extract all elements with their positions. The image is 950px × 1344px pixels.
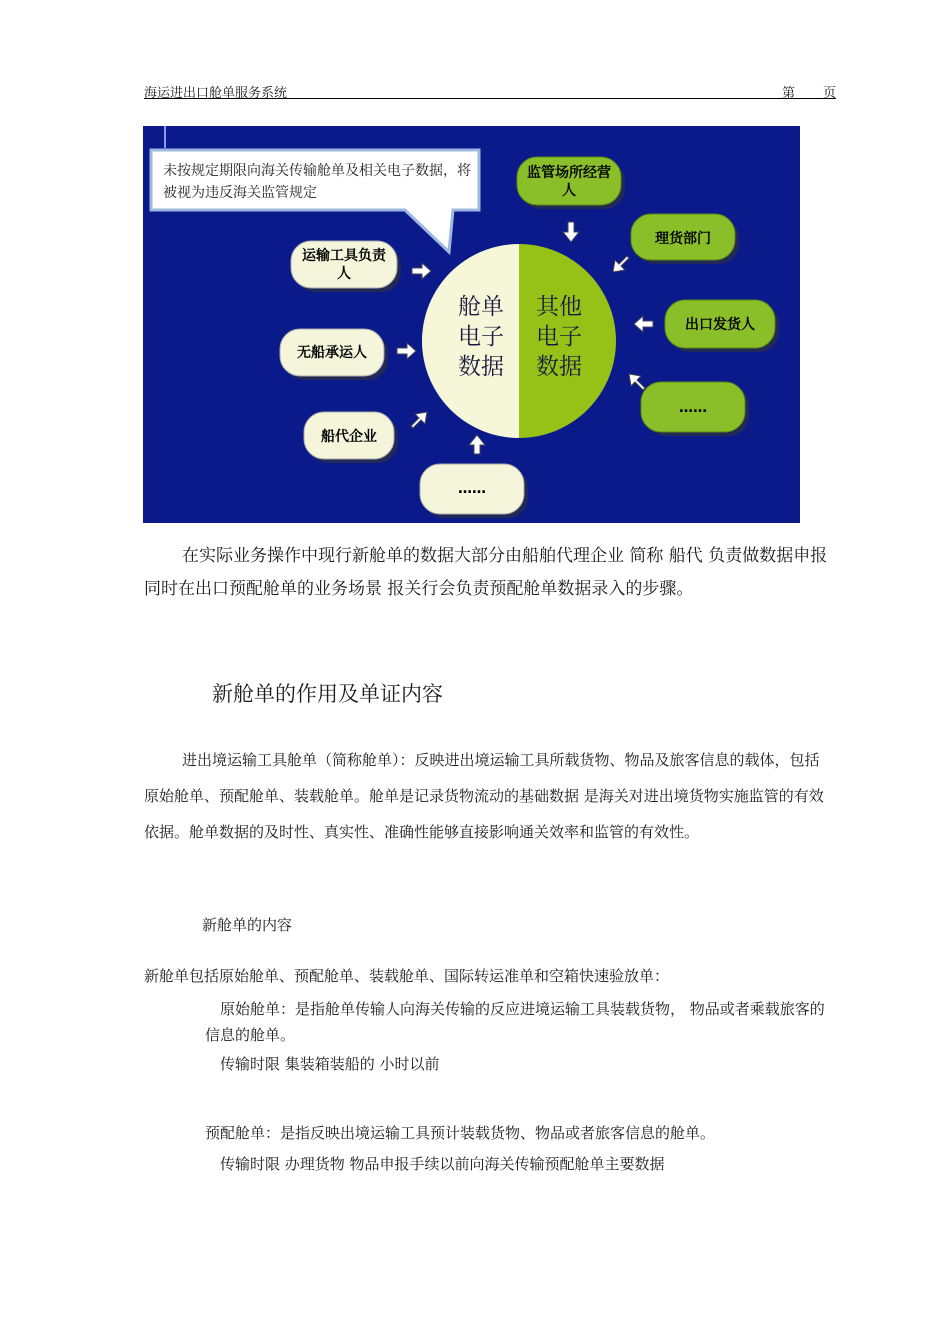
label-exporter: 出口发货人 (685, 317, 755, 333)
section-heading: 新舱单的作用及单证内容 (212, 682, 443, 706)
callout-text: 未按规定期限向海关传输舱单及相关电子数据，将被视为违反海关监管规定 (163, 163, 471, 201)
subheading-content: 新舱单的内容 (202, 916, 293, 934)
label-nvocc: 无船承运人 (297, 345, 367, 361)
circle-left-line-1: 舱单 (458, 294, 504, 320)
manifest-diagram (143, 126, 800, 523)
label-right-more: …… (679, 400, 707, 416)
page-header (144, 82, 836, 99)
original-manifest-def: 原始舱单：是指舱单传输人向海关传输的反应进境运输工具装载货物， 物品或者乘载旅客的信息的舱单。 (205, 1000, 825, 1044)
label-tally: 理货部门 (655, 231, 711, 247)
paragraph-manifest-definition: 进出境运输工具舱单（简称舱单）：反映进出境运输工具所载货物、物品及旅客信息的载体，包括原始舱单、预配舱单、装载舱单。舱单是记录货物流动的基础数据 是海关对进出境货物实施监管的有效依据。舱单数据的及时性、真实性、准确性能够直接影响通关效率和监管的有效性。 (144, 751, 824, 841)
circle-left-line-2: 电子 (458, 324, 504, 350)
circle-right-line-3: 数据 (536, 354, 582, 380)
pre-manifest-time: 传输时限 办理货物 物品申报手续以前向海关传输预配舱单主要数据 (220, 1155, 665, 1173)
paragraph-agent-role: 在实际业务操作中现行新舱单的数据大部分由船舶代理企业 简称 船代 负责做数据申报 同时在出口预配舱单的业务场景 报关行会负责预配舱单数据录入的步骤。 (144, 546, 828, 599)
page-suffix: 页 (822, 86, 836, 101)
circle-right-text (527, 292, 591, 382)
manifest-types-intro: 新舱单包括原始舱单、预配舱单、装载舱单、国际转运准单和空箱快速验放单： (144, 967, 670, 985)
header-title: 海运进出口舱单服务系统 (144, 86, 288, 101)
page-prefix: 第 (781, 86, 795, 101)
circle-left-text (449, 292, 513, 382)
label-left-more: …… (458, 481, 486, 497)
label-ship-agent: 船代企业 (321, 429, 377, 445)
label-transport-owner: 运输工具负责人 (302, 248, 386, 282)
circle-right-line-1: 其他 (536, 294, 582, 320)
original-manifest-time: 传输时限 集装箱装船的 小时以前 (220, 1055, 440, 1073)
header-page (754, 82, 836, 101)
pre-manifest-def: 预配舱单：是指反映出境运输工具预计装载货物、物品或者旅客信息的舱单。 (205, 1124, 716, 1142)
label-supervision-operator: 监管场所经营人 (527, 165, 611, 199)
circle-right-line-2: 电子 (536, 324, 582, 350)
circle-left-line-3: 数据 (458, 354, 504, 380)
